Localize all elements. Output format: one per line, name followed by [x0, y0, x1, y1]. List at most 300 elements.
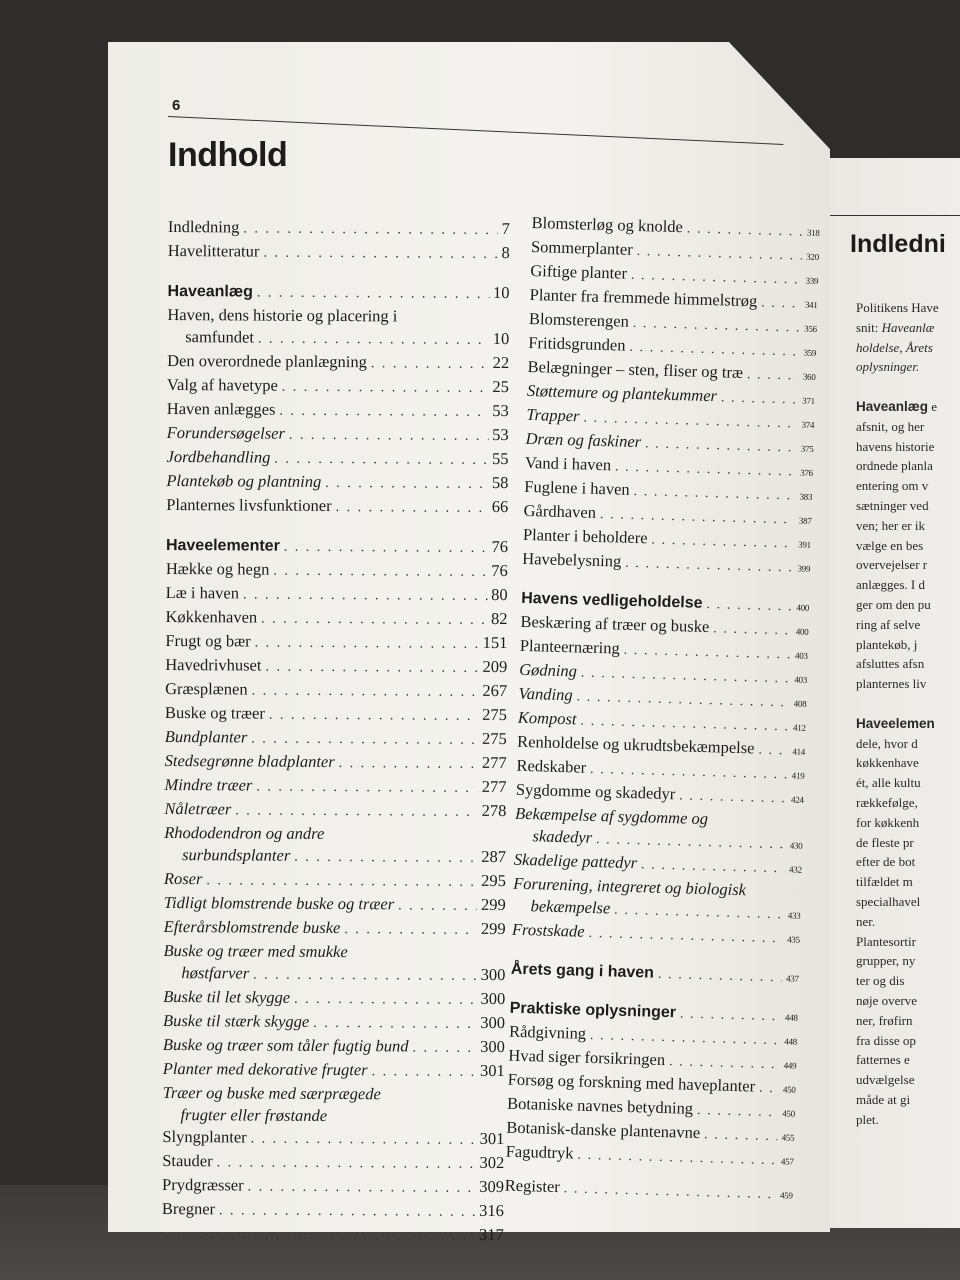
- text-run: udvælgelse: [856, 1072, 915, 1088]
- text-run: ger om den pu: [856, 597, 931, 612]
- toc-page-number: 455: [781, 1132, 795, 1143]
- toc-page-number: 457: [780, 1156, 794, 1167]
- right-page-text-line: [856, 1031, 960, 1051]
- text-run: ring af selve: [856, 616, 921, 632]
- leader-dots: [658, 964, 783, 989]
- toc-entry-title: Køkkenhaven: [165, 606, 258, 627]
- toc-entry-title: Mindre træer: [164, 774, 253, 795]
- right-page-text-line: [856, 318, 960, 338]
- toc-page-number: 299: [480, 918, 506, 939]
- leader-dots: [759, 1078, 780, 1101]
- toc-entry: [165, 726, 507, 752]
- right-page-text-line: [856, 476, 960, 496]
- toc-entry: [167, 326, 509, 352]
- toc-entry: [166, 470, 508, 496]
- toc-page-number: 7: [501, 219, 510, 239]
- toc-entry: [165, 606, 507, 632]
- toc-page-number: 433: [787, 910, 801, 921]
- toc-page-number: 359: [803, 347, 817, 358]
- right-page-text-line: [856, 852, 960, 872]
- toc-entry-title: Planter med dekorative frugter: [162, 1058, 368, 1080]
- toc-page-number: 10: [492, 328, 510, 349]
- leader-dots: [588, 923, 783, 950]
- toc-page-number: 432: [788, 864, 802, 875]
- toc-entry-title: Skadelige pattedyr: [513, 849, 638, 873]
- right-page-text-line: [856, 635, 960, 655]
- text-run: vælge en bes: [856, 537, 924, 553]
- right-page-text-line: [856, 932, 960, 952]
- leader-dots: [257, 283, 489, 306]
- leader-dots: [645, 433, 797, 459]
- toc-page-number: 316: [479, 1200, 504, 1221]
- toc-entry: [163, 1034, 505, 1060]
- toc-page-number: 399: [797, 563, 811, 574]
- toc-entry-title: samfundet: [185, 327, 255, 347]
- leader-dots: [263, 243, 497, 266]
- toc-entry: [164, 916, 506, 942]
- toc-entry: [167, 398, 509, 424]
- toc-entry-title: Forundersøgelser: [166, 422, 285, 443]
- right-page-text-line: [856, 1011, 960, 1031]
- leader-dots: [258, 329, 489, 352]
- toc-page-number: 400: [796, 602, 810, 613]
- toc-page-number: 80: [491, 584, 508, 605]
- toc-entry: [165, 750, 507, 776]
- toc-entry-title: Redskaber: [516, 755, 587, 777]
- toc-entry: [164, 798, 506, 824]
- toc-page-number: 22: [492, 352, 510, 373]
- toc-entry-line: frugter eller frøstande: [180, 1105, 328, 1125]
- toc-entry-title: Fritidsgrunden: [528, 332, 626, 355]
- toc-page-number: 76: [491, 560, 508, 581]
- right-page-text-line: [856, 1050, 960, 1070]
- toc-page-number: 275: [482, 728, 507, 749]
- right-page-text-line: [856, 338, 960, 358]
- right-page-text-line: [856, 298, 960, 318]
- toc-page-number: 375: [800, 443, 814, 454]
- leader-dots: [261, 609, 487, 632]
- leader-dots: [761, 292, 801, 315]
- toc-entry-title: Renholdelse og ukrudtsbekæmpelse: [516, 731, 755, 758]
- leader-dots: [256, 777, 478, 800]
- right-page-text-line: [856, 357, 960, 377]
- toc-entry-title: Årets gang i haven: [510, 960, 655, 982]
- toc-entry: [166, 494, 508, 520]
- toc-entry: [163, 962, 505, 988]
- toc-entry-title: Sygdomme og skadedyr: [515, 779, 676, 804]
- toc-entry-title: surbundsplanter: [182, 845, 291, 865]
- leader-dots: [679, 785, 787, 810]
- toc-entry-title: Bregner: [161, 1198, 216, 1219]
- leader-dots: [636, 241, 802, 268]
- toc-entry-title: Blomsterløg og knolde: [531, 212, 684, 237]
- toc-section-heading: [167, 280, 509, 306]
- leader-dots: [265, 657, 478, 680]
- leader-dots: [413, 1038, 477, 1060]
- toc-page-number: 374: [801, 419, 815, 430]
- page-number: 6: [172, 97, 181, 114]
- toc-entry-line: Bekæmpelse af sygdomme og: [514, 803, 709, 829]
- text-run: ordnede planla: [856, 458, 933, 474]
- toc-entry-title: Roser: [163, 868, 203, 889]
- toc-entry: [165, 678, 507, 704]
- leader-dots: [251, 1129, 476, 1152]
- leader-dots: [344, 919, 477, 942]
- toc-entry-title: Haveelementer: [165, 536, 280, 555]
- toc-entry: [165, 630, 507, 656]
- toc-page-number: 318: [806, 227, 820, 239]
- toc-entry: [162, 1126, 504, 1152]
- toc-entry-line: Buske og træer med smukke: [163, 940, 348, 962]
- toc-page-number: 391: [798, 539, 811, 550]
- toc-page-number: 82: [490, 608, 508, 629]
- toc-entry-title: Plantekøb og plantning: [166, 470, 322, 491]
- toc-entry-title: Buske til let skygge: [163, 986, 291, 1007]
- text-run: ner, frøfirn: [856, 1012, 913, 1028]
- leader-dots: [313, 1013, 476, 1036]
- right-page-text-line: [856, 793, 960, 813]
- text-run: ven; her er ik: [856, 517, 925, 533]
- text-run: tilfældet m: [856, 874, 913, 890]
- toc-entry-title: Stauder: [162, 1150, 213, 1171]
- text-run: afsnit, og her: [856, 418, 925, 434]
- toc-entry: [168, 216, 510, 242]
- toc-entry-title: Buske til stærk skygge: [163, 1010, 310, 1031]
- right-page-text-line: [856, 753, 960, 773]
- toc-entry-title: Planter i beholdere: [522, 524, 648, 548]
- toc-entry-title: Hække og hegn: [165, 558, 270, 579]
- toc-page-number: 209: [482, 656, 508, 677]
- toc-page-number: 295: [481, 870, 507, 891]
- right-page-text-line: [856, 437, 960, 457]
- toc-entry: [163, 1058, 505, 1084]
- right-page-text-line: [856, 1090, 960, 1110]
- right-page-text-line: [856, 536, 960, 556]
- leader-dots: [279, 401, 488, 424]
- toc-entry: [164, 774, 506, 800]
- leader-dots: [294, 847, 477, 870]
- toc-page-number: 287: [481, 846, 507, 867]
- toc-page-number: 53: [492, 424, 509, 445]
- toc-page-number: 430: [789, 840, 803, 851]
- text-run: ter og dis: [856, 973, 905, 989]
- text-run: e: [928, 399, 938, 414]
- toc-entry: [162, 1150, 504, 1176]
- right-page-text-line: [856, 734, 960, 754]
- toc-entry-title: Nåletræer: [164, 798, 232, 819]
- toc-entry-title: Forsøg og forskning med haveplanter: [507, 1069, 756, 1096]
- toc-page-number: 414: [792, 746, 806, 757]
- leader-dots: [252, 681, 479, 704]
- toc-page-number: 419: [791, 770, 805, 781]
- toc-entry-title: Støttemure og plantekummer: [526, 380, 718, 406]
- leader-dots: [758, 740, 789, 763]
- leader-dots: [614, 900, 784, 927]
- toc-entry-title: Gårdhaven: [523, 500, 597, 522]
- right-page-text-line: [856, 496, 960, 516]
- leader-dots: [336, 497, 488, 520]
- leader-dots: [251, 729, 478, 752]
- toc-page-number: 299: [480, 894, 506, 915]
- leader-dots: [372, 1061, 477, 1084]
- right-page-text-line: [856, 892, 960, 912]
- toc-entry-title: Vanding: [518, 683, 573, 705]
- toc-page-number: 424: [790, 794, 804, 805]
- leader-dots: [206, 870, 477, 894]
- toc-page-number: 450: [782, 1108, 796, 1119]
- toc-entry-title: høstfarver: [181, 963, 250, 983]
- text-run: holdelse, Årets: [856, 339, 933, 355]
- right-page-text-line: [856, 912, 960, 932]
- toc-page-number: 317: [478, 1224, 504, 1245]
- toc-page-number: 10: [492, 282, 510, 303]
- toc-page-number: 400: [795, 626, 809, 637]
- right-page-text-line: [856, 1110, 960, 1130]
- leader-dots: [255, 633, 479, 656]
- toc-entry-title: bekæmpelse: [530, 896, 611, 918]
- toc-page-number: 301: [479, 1128, 505, 1149]
- toc-entry-title: Græsplænen: [165, 678, 248, 699]
- toc-entry: [164, 892, 506, 918]
- text-run: anlægges. I d: [856, 577, 925, 593]
- text-run: entering om v: [856, 478, 929, 494]
- leader-dots: [721, 387, 799, 411]
- leader-dots: [243, 584, 487, 607]
- right-page-text-line: [856, 813, 960, 833]
- toc-entry-title: Planteernæring: [519, 635, 621, 658]
- toc-entry: [162, 1222, 504, 1248]
- toc-entry: [163, 986, 505, 1012]
- text-run: snit:: [856, 319, 882, 335]
- toc-entry-title: Register: [504, 1175, 561, 1197]
- toc-entry: [166, 582, 508, 608]
- toc-entry-title: Beskæring af træer og buske: [520, 611, 710, 637]
- toc-column-left: [162, 216, 510, 1248]
- toc-entry-title: Jordbehandling: [166, 446, 271, 467]
- right-page-text-line: [856, 595, 960, 615]
- toc-page-number: 450: [782, 1084, 796, 1095]
- toc-entry-title: Kompost: [517, 707, 577, 729]
- toc-page-number: 448: [784, 1012, 798, 1023]
- leader-dots: [325, 473, 488, 496]
- page-title: Indhold: [168, 136, 288, 174]
- toc-entry-title: Havens vedligeholdelse: [520, 589, 703, 612]
- right-page-text-line: [856, 991, 960, 1011]
- toc-page-number: 76: [491, 536, 509, 557]
- toc-page-number: 412: [792, 722, 806, 733]
- toc-entry-title: Trapper: [526, 404, 580, 426]
- leader-dots: [747, 364, 800, 387]
- toc-entry-title: Valg af havetype: [166, 374, 278, 395]
- toc-page-number: 301: [479, 1060, 505, 1081]
- text-run: plet.: [856, 1111, 879, 1127]
- toc-entry-title: Gødning: [518, 659, 578, 681]
- toc-entry-title: Prydgræsser: [162, 1174, 244, 1195]
- toc-page-number: 376: [800, 467, 813, 478]
- toc-page-number: 320: [806, 251, 819, 263]
- toc-entry: [162, 1198, 504, 1224]
- text-run: overvejelser r: [856, 557, 928, 573]
- toc-entry-title: Vand i haven: [524, 452, 612, 475]
- text-run: måde at gi: [856, 1092, 911, 1107]
- right-page-text-line: [856, 951, 960, 971]
- toc-page-number: 387: [798, 515, 812, 526]
- leader-dots: [623, 640, 791, 667]
- toc-page-number: 339: [805, 275, 819, 287]
- leader-dots: [625, 553, 794, 580]
- toc-entry: [167, 374, 509, 400]
- toc-entry: [165, 654, 507, 680]
- toc-page-number: 371: [802, 395, 815, 406]
- text-run: Politikens Have: [856, 300, 939, 315]
- toc-entry: [165, 702, 507, 728]
- toc-entry-title: Fagudtryk: [505, 1141, 574, 1163]
- toc-page-number: 459: [779, 1190, 793, 1201]
- toc-entry: [167, 350, 509, 376]
- right-page-text-line: [856, 674, 960, 694]
- text-run: fatternes e: [856, 1052, 910, 1068]
- leader-dots: [235, 800, 477, 823]
- leader-dots: [713, 618, 792, 642]
- leader-dots: [706, 594, 793, 618]
- toc-page-number: 151: [482, 632, 508, 653]
- toc-page-number: 403: [794, 674, 808, 685]
- leader-dots: [248, 1177, 476, 1200]
- toc-page-number: 356: [804, 323, 817, 334]
- toc-entry-line: Rhododendron og andre: [164, 822, 325, 843]
- right-page-text-line: [856, 1070, 960, 1090]
- toc-page-number: 66: [491, 496, 509, 517]
- leader-dots: [253, 965, 477, 988]
- right-page-text-line: [856, 773, 960, 793]
- text-run: de fleste pr: [856, 834, 914, 850]
- toc-entry-title: Planternes livsfunktioner: [166, 494, 332, 516]
- toc-page-number: 435: [787, 934, 800, 945]
- text-run: planternes liv: [856, 676, 927, 692]
- toc-entry-title: Efterårsblomstrende buske: [163, 916, 341, 938]
- text-run: efter de bot: [856, 854, 916, 870]
- toc-entry-line: Haven, dens historie og placering i: [167, 304, 398, 326]
- toc-page-number: 448: [784, 1036, 798, 1047]
- toc-page-number: 300: [480, 964, 506, 985]
- toc-page-number: 449: [783, 1060, 797, 1071]
- toc-entry: [168, 240, 510, 266]
- text-run: Haveanlæ: [881, 319, 935, 335]
- toc-entry-title: Haveanlæg: [167, 282, 253, 301]
- text-run: ner.: [856, 913, 876, 929]
- text-run: havens historie: [856, 438, 935, 454]
- toc-page-number: 53: [492, 400, 509, 421]
- text-run: Haveanlæg: [856, 399, 929, 414]
- toc-entry-title: Planter fra fremmede himmelstrøg: [529, 284, 758, 311]
- toc-entry-title: Stedsegrønne bladplanter: [164, 750, 335, 772]
- leader-dots: [651, 529, 794, 555]
- right-page-text-line: [856, 555, 960, 575]
- toc-section-heading: [166, 534, 508, 560]
- toc-page-number: 437: [785, 973, 799, 984]
- toc-entry-title: Frostskade: [511, 919, 585, 941]
- leader-dots: [633, 481, 796, 508]
- right-page-text-line: [856, 833, 960, 853]
- toc-page-number: 275: [482, 704, 508, 725]
- text-run: fra disse op: [856, 1032, 916, 1048]
- toc-entry-line: Træer og buske med særprægede: [162, 1082, 381, 1104]
- toc-page-number: 341: [804, 299, 818, 311]
- right-page-text-line: [856, 397, 960, 417]
- right-page-text-line: [856, 714, 960, 734]
- text-run: oplysninger.: [856, 359, 920, 375]
- leader-dots: [687, 218, 804, 243]
- toc-entry-title: Bundplanter: [164, 726, 248, 747]
- toc-entry-title: Havebelysning: [522, 548, 622, 571]
- toc-entry: [162, 1174, 504, 1200]
- toc-page-number: 277: [481, 752, 507, 773]
- toc-entry: [167, 422, 509, 448]
- right-page-text-line: [856, 516, 960, 536]
- toc-entry-title: Praktiske oplysninger: [509, 999, 677, 1022]
- right-page-rule: [808, 215, 960, 216]
- leader-dots: [217, 1152, 476, 1176]
- toc-entry-title: Havedrivhuset: [165, 654, 262, 675]
- toc-entry: [164, 844, 506, 870]
- leader-dots: [633, 313, 801, 340]
- toc-page-number: 408: [793, 698, 807, 709]
- leader-dots: [273, 561, 487, 584]
- text-run: dele, hvor d: [856, 735, 918, 751]
- toc-entry-title: Slyngplanter: [162, 1126, 247, 1147]
- toc-page-number: 300: [480, 988, 506, 1009]
- text-run: Haveelemen: [856, 715, 935, 731]
- toc-page-number: 383: [799, 491, 813, 502]
- right-page-text-line: [856, 615, 960, 635]
- toc-entry-title: Blomsterengen: [528, 308, 630, 331]
- toc-entry-title: Giftige planter: [530, 260, 628, 283]
- toc-page-number: 302: [479, 1152, 505, 1173]
- toc-page-number: 58: [491, 472, 509, 493]
- leader-dots: [371, 353, 489, 376]
- leader-dots: [669, 1051, 780, 1076]
- toc-page-number: 309: [479, 1176, 505, 1197]
- right-page-text-line: [856, 971, 960, 991]
- leader-dots: [339, 753, 478, 776]
- text-run: køkkenhave: [856, 755, 919, 771]
- toc-entry-title: Havelitteratur: [167, 240, 260, 261]
- toc-entry-title: Indledning: [167, 216, 240, 237]
- leader-dots: [284, 537, 488, 560]
- right-page-text-line: [856, 456, 960, 476]
- toc-entry-title: Botanisk-danske plantenavne: [506, 1117, 701, 1143]
- leader-dots: [680, 1003, 782, 1028]
- toc-entry: [164, 868, 506, 894]
- text-run: afsluttes afsn: [856, 656, 925, 672]
- toc-page-number: 8: [501, 243, 510, 263]
- toc-entry-title: Tidligt blomstrende buske og træer: [163, 892, 395, 914]
- toc-entry-title: Hvad siger forsikringen: [508, 1045, 666, 1070]
- toc-entry-title: Rådgivning: [508, 1021, 587, 1043]
- toc-entry-title: Sommerplanter: [530, 236, 633, 259]
- text-run: plantekøb, j: [856, 636, 918, 652]
- toc-entry-title: Buske og træer: [164, 702, 265, 723]
- right-page-text-line: [856, 417, 960, 437]
- toc-page-number: 403: [794, 650, 808, 661]
- text-run: grupper, ny: [856, 953, 916, 969]
- right-page-text-line: [856, 654, 960, 674]
- toc-page-number: 267: [482, 680, 508, 701]
- leader-dots: [282, 377, 489, 400]
- toc-entry-title: Belægninger – sten, fliser og træ: [527, 356, 744, 382]
- leader-dots: [243, 218, 497, 242]
- leader-dots: [274, 449, 488, 472]
